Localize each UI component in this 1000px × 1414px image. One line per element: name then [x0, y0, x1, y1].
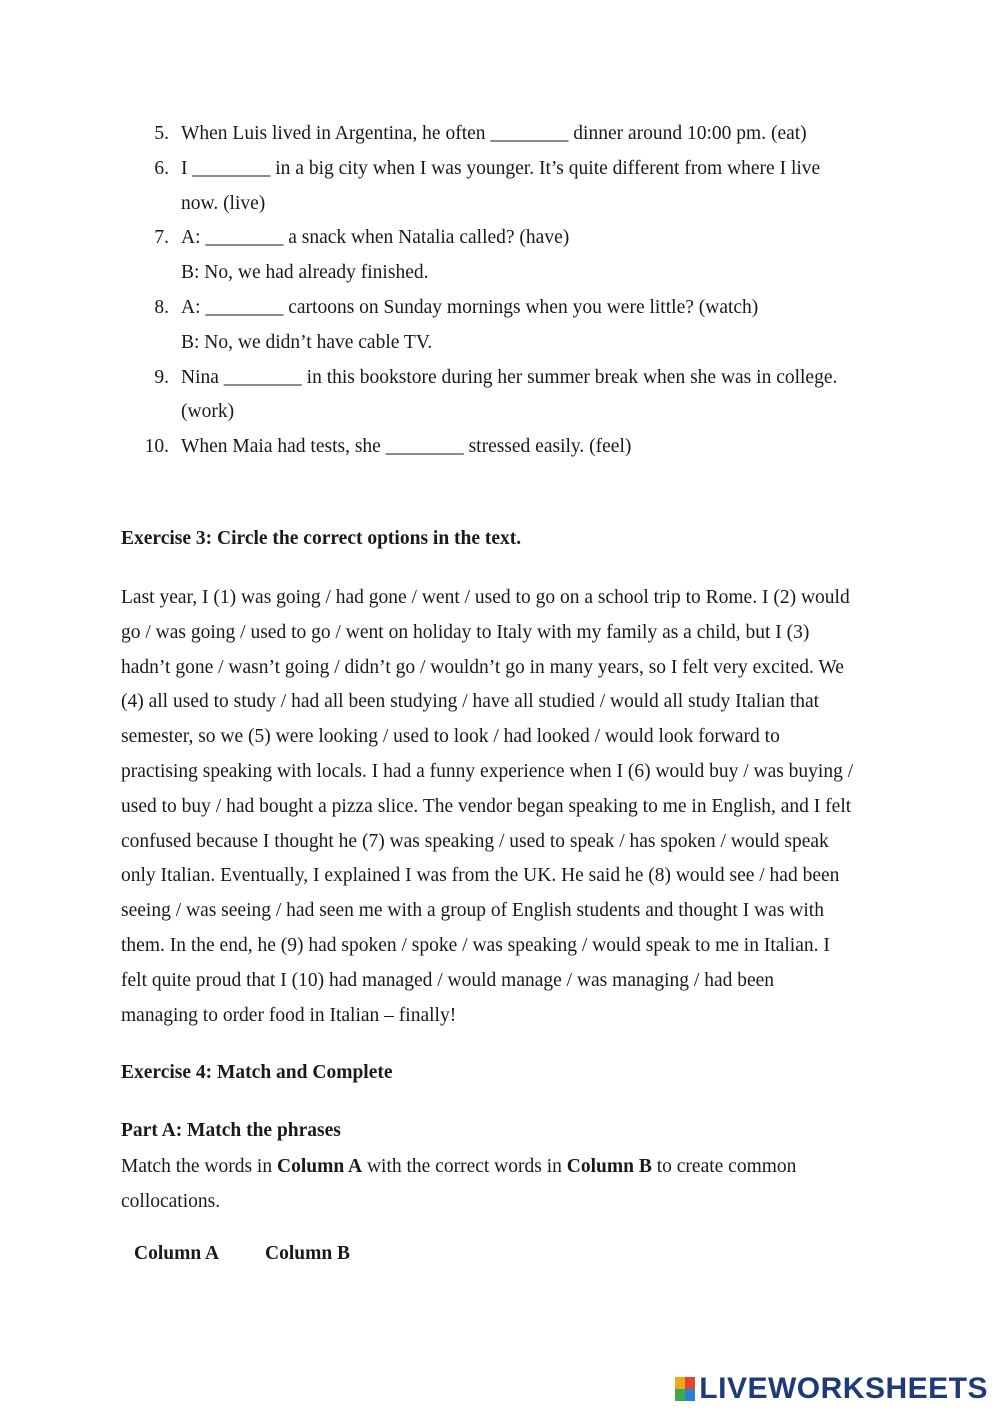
exercise-3-line: them. In the end, he (9) had spoken / spoke / was speaking / would speak to me in Italian. I: [121, 934, 830, 956]
exercise-3-line: Last year, I (1) was going / had gone / went / used to go on a school trip to Rome. I (2) would: [121, 587, 850, 608]
column-b-header: Column B: [265, 1243, 351, 1264]
exercise-3-line: go / was going / used to go / went on holiday to Italy with my family as a child, but I (3): [121, 621, 810, 643]
exercise-3-line: used to buy / had bought a pizza slice. The vendor began speaking to me in English, and I felt: [121, 795, 852, 817]
item-line: B: No, we didn’t have cable TV.: [181, 331, 433, 353]
column-headers: [134, 1243, 350, 1265]
instruction-text: to create common: [651, 1156, 797, 1177]
item-number: 5.: [154, 123, 169, 144]
exercise-item: [121, 152, 881, 222]
exercise-item: [121, 430, 881, 465]
instruction-column-a: Column A: [276, 1156, 363, 1177]
exercise-3-line: seeing / was seeing / had seen me with a group of English students and thought I was with: [121, 900, 824, 922]
item-line: Nina ________ in this bookstore during her summer break when she was in college.: [181, 366, 838, 388]
instruction-column-b: Column B: [566, 1156, 652, 1177]
instruction-text: with the correct words in: [362, 1156, 567, 1177]
exercise-item: [121, 291, 881, 361]
item-line: now. (live): [181, 192, 266, 214]
exercise-4-heading: Exercise 4: Match and Complete: [121, 1062, 393, 1083]
item-number: 7.: [154, 227, 169, 249]
item-line: A: ________ cartoons on Sunday mornings when you were little? (watch): [181, 296, 759, 318]
exercise-3-line: managing to order food in Italian – finally!: [121, 1004, 457, 1026]
item-line: I ________ in a big city when I was younger. It’s quite different from where I live: [181, 157, 821, 179]
exercise-3-text: [121, 581, 891, 1033]
item-number: 8.: [154, 296, 169, 318]
item-line: When Luis lived in Argentina, he often ________ dinner around 10:00 pm. (eat): [181, 123, 807, 144]
exercise-3-line: confused because I thought he (7) was speaking / used to speak / has spoken / would speak: [121, 830, 829, 852]
exercise-3-line: only Italian. Eventually, I explained I was from the UK. He said he (8) would see / had been: [121, 865, 840, 887]
exercise-3-line: felt quite proud that I (10) had managed / would manage / was managing / had been: [121, 969, 775, 991]
instruction-text-line-2: collocations.: [121, 1190, 221, 1212]
item-line: B: No, we had already finished.: [181, 262, 429, 284]
exercise-2-list: [121, 117, 881, 465]
exercise-3-line: practising speaking with locals. I had a funny experience when I (6) would buy / was buying /: [121, 760, 854, 782]
item-line: (work): [181, 401, 235, 423]
liveworksheets-logo: [675, 1372, 988, 1406]
liveworksheets-brand: LIVEWORKSHEETS: [699, 1372, 988, 1405]
item-line: When Maia had tests, she ________ stressed easily. (feel): [181, 436, 632, 458]
item-number: 9.: [154, 366, 169, 388]
exercise-3-line: (4) all used to study / had all been studying / have all studied / would all study Italian that: [121, 691, 820, 713]
exercise-item: [121, 361, 881, 431]
item-line: A: ________ a snack when Natalia called? (have): [181, 227, 570, 249]
exercise-item: [121, 117, 881, 152]
column-a-header: Column A: [134, 1243, 220, 1264]
item-number: 10.: [144, 436, 169, 458]
item-number: 6.: [154, 157, 169, 179]
instruction-text: Match the words in: [121, 1156, 277, 1177]
exercise-3-heading: Exercise 3: Circle the correct options in the text.: [121, 528, 522, 549]
exercise-3-line: semester, so we (5) were looking / used to look / had looked / would look forward to: [121, 726, 780, 748]
exercise-3-line: hadn’t gone / wasn’t going / didn’t go / wouldn’t go in many years, so I felt very excited. We: [121, 656, 844, 678]
exercise-item: [121, 221, 881, 291]
part-a-instructions: [121, 1150, 891, 1220]
liveworksheets-mark-icon: [675, 1377, 695, 1401]
part-a-heading: Part A: Match the phrases: [121, 1120, 341, 1141]
